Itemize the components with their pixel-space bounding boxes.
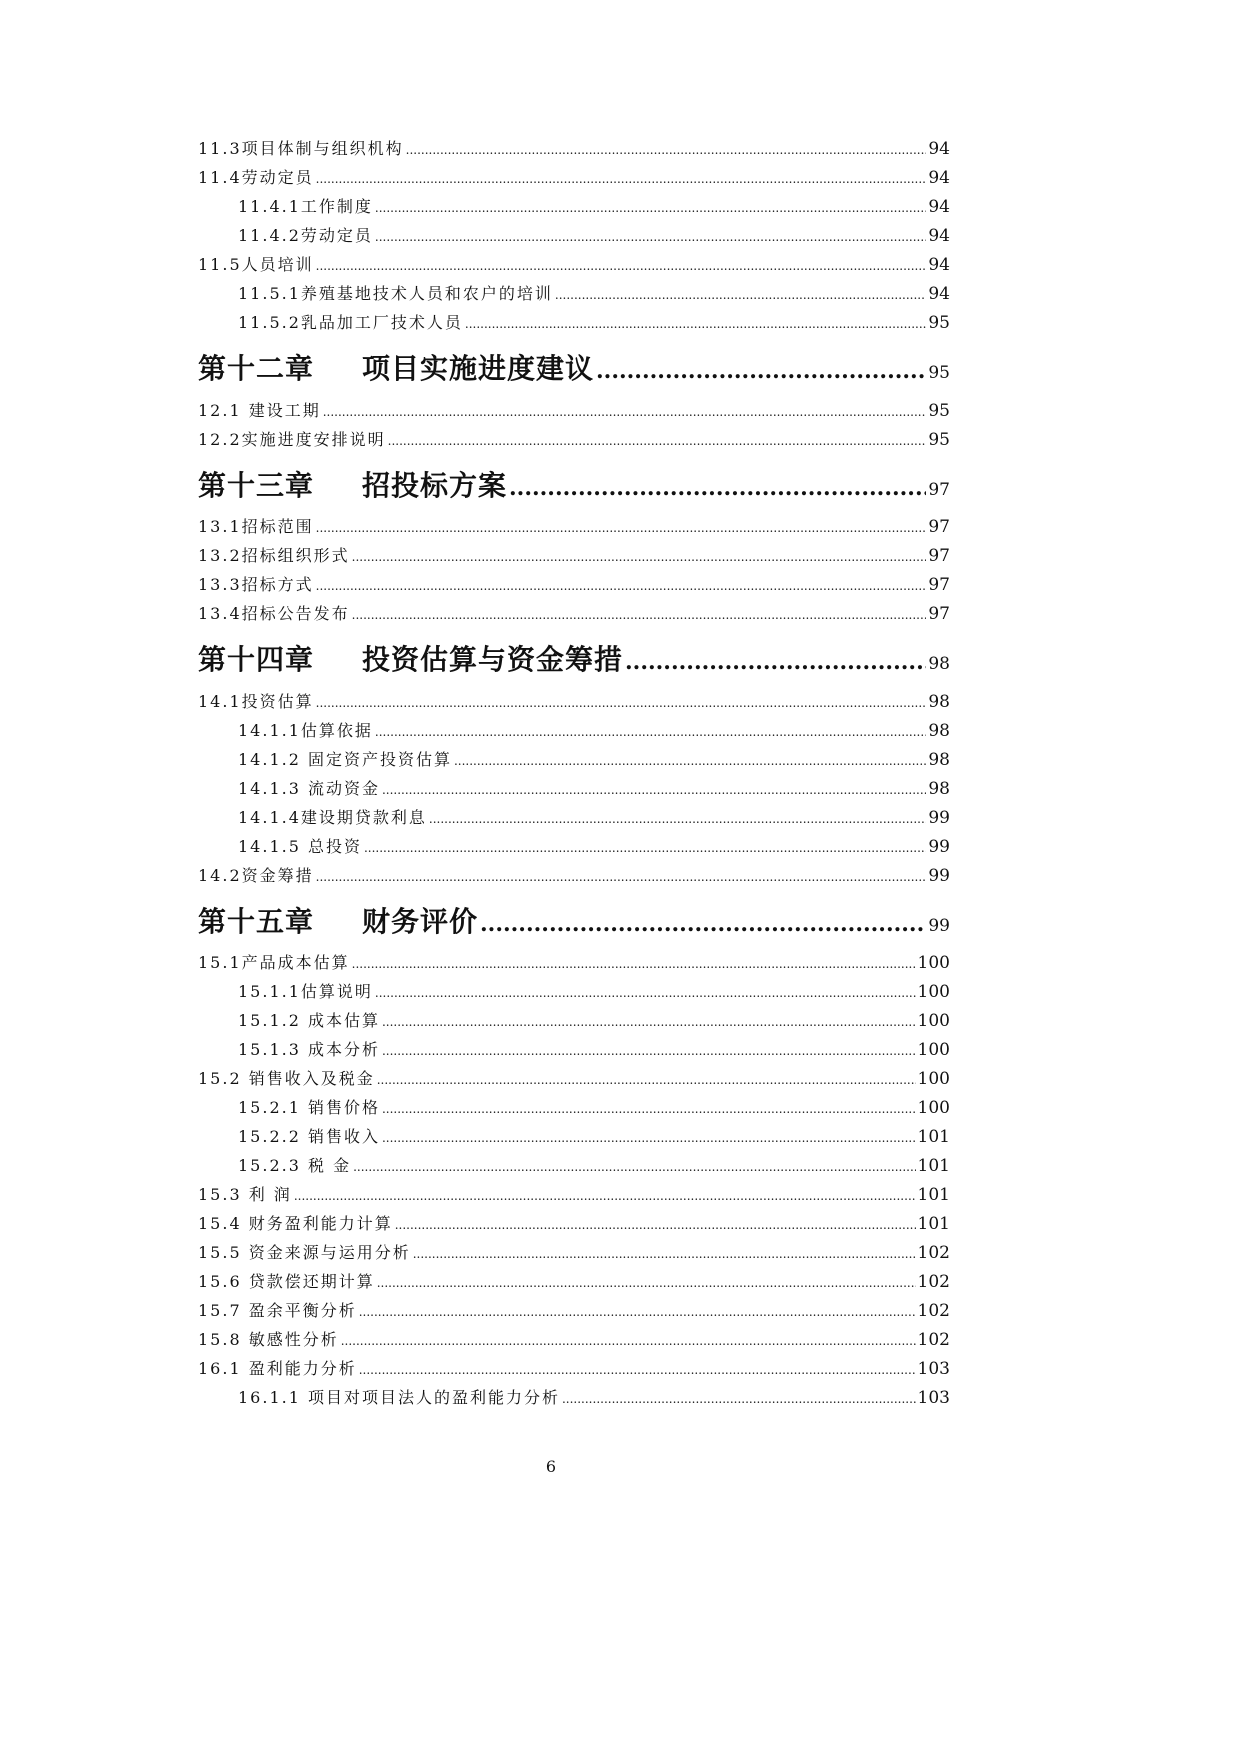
dot-leader: [509, 475, 926, 501]
dot-leader: [377, 1276, 916, 1290]
toc-entry[interactable]: [198, 1327, 950, 1355]
toc-entry[interactable]: [198, 398, 950, 426]
toc-page-number: 101: [917, 1156, 950, 1176]
toc-entry[interactable]: [198, 427, 950, 455]
toc-page-number: 102: [917, 1301, 950, 1321]
toc-entry-label: 14.1.2 固定资产投资估算: [238, 750, 452, 769]
dot-leader: [395, 1218, 916, 1232]
toc-entry[interactable]: [238, 979, 950, 1007]
toc-entry-label: 12.2实施进度安排说明: [198, 430, 386, 449]
dot-leader: [352, 608, 927, 622]
dot-leader: [359, 1305, 916, 1319]
dot-leader: [375, 230, 926, 244]
toc-page-number: 98: [928, 779, 950, 799]
toc-entry[interactable]: [198, 514, 950, 542]
toc-page-number: 94: [928, 168, 950, 188]
dot-leader: [596, 358, 926, 384]
dot-leader: [382, 783, 926, 797]
toc-entry-label: 14.1.1估算依据: [238, 721, 373, 740]
toc-page-number: 100: [917, 1011, 950, 1031]
toc-entry[interactable]: [238, 718, 950, 746]
toc-entry[interactable]: [198, 689, 950, 717]
dot-leader: [353, 1160, 915, 1174]
toc-entry[interactable]: [198, 1182, 950, 1210]
toc-entry[interactable]: [238, 776, 950, 804]
toc-entry[interactable]: [198, 863, 950, 891]
toc-page-number: 94: [928, 284, 950, 304]
toc-page-number: 94: [928, 226, 950, 246]
toc-entry[interactable]: [198, 165, 950, 193]
toc-entry[interactable]: [198, 1066, 950, 1094]
toc-page-number: 102: [917, 1243, 950, 1263]
toc-entry[interactable]: [238, 1385, 950, 1413]
chapter-title: 招投标方案: [362, 469, 508, 502]
toc-page-number: 98: [928, 654, 950, 674]
toc-entry-label: 11.5.1养殖基地技术人员和农户的培训: [238, 284, 553, 303]
dot-leader: [352, 550, 927, 564]
toc-page-number: 99: [928, 916, 950, 936]
dot-leader: [406, 143, 927, 157]
chapter-number: 第十二章: [198, 352, 315, 385]
toc-page-number: 100: [917, 953, 950, 973]
toc-entry-label: 16.1.1 项目对项目法人的盈利能力分析: [238, 1388, 560, 1407]
dot-leader: [377, 1073, 916, 1087]
dot-leader: [316, 579, 927, 593]
toc-entry-label: 13.1招标范围: [198, 517, 314, 536]
dot-leader: [465, 317, 926, 331]
toc-page-number: 102: [917, 1272, 950, 1292]
toc-page-number: 94: [928, 197, 950, 217]
dot-leader: [316, 521, 927, 535]
toc-entry-label: 15.2.2 销售收入: [238, 1127, 380, 1146]
toc-entry[interactable]: [198, 136, 950, 164]
toc-entry-label: 15.7 盈余平衡分析: [198, 1301, 357, 1320]
toc-page-number: 100: [917, 1040, 950, 1060]
chapter-title: 财务评价: [362, 905, 479, 938]
toc-chapter-entry[interactable]: [198, 347, 950, 389]
toc-entry-label: 11.5.2乳品加工厂技术人员: [238, 313, 463, 332]
toc-chapter-entry[interactable]: [198, 638, 950, 680]
dot-leader: [375, 201, 926, 215]
toc-page-number: 100: [917, 982, 950, 1002]
dot-leader: [316, 696, 927, 710]
toc-entry[interactable]: [238, 194, 950, 222]
toc-page-number: 98: [928, 692, 950, 712]
toc-entry-label: 14.1.5 总投资: [238, 837, 362, 856]
toc-entry[interactable]: [238, 1124, 950, 1152]
toc-entry-label: 15.6 贷款偿还期计算: [198, 1272, 375, 1291]
dot-leader: [413, 1247, 916, 1261]
toc-page-number: 98: [928, 750, 950, 770]
dot-leader: [429, 812, 926, 826]
toc-entry[interactable]: [238, 1008, 950, 1036]
dot-leader: [323, 405, 927, 419]
toc-entry[interactable]: [198, 601, 950, 629]
toc-entry-label: 14.1投资估算: [198, 692, 314, 711]
toc-page-number: 103: [917, 1359, 950, 1379]
toc-page-number: 99: [928, 837, 950, 857]
dot-leader: [382, 1102, 916, 1116]
toc-entry-label: 14.1.3 流动资金: [238, 779, 380, 798]
toc-chapter-entry[interactable]: [198, 464, 950, 506]
toc-page-number: 101: [917, 1214, 950, 1234]
toc-page-number: 94: [928, 255, 950, 275]
page-number: 6: [545, 1457, 557, 1476]
toc-entry[interactable]: [238, 1153, 950, 1181]
toc-entry-label: 15.1.1估算说明: [238, 982, 373, 1001]
toc-page-number: 95: [928, 430, 950, 450]
toc-page-number: 100: [917, 1069, 950, 1089]
toc-entry-label: 13.3招标方式: [198, 575, 314, 594]
toc-page-number: 103: [917, 1388, 950, 1408]
dot-leader: [316, 259, 927, 273]
toc-page-number: 95: [928, 313, 950, 333]
toc-entry[interactable]: [238, 805, 950, 833]
chapter-number: 第十五章: [198, 905, 315, 938]
toc-page-number: 99: [928, 866, 950, 886]
toc-entry[interactable]: [238, 223, 950, 251]
toc-entry[interactable]: [198, 1240, 950, 1268]
toc-page-number: 101: [917, 1185, 950, 1205]
toc-page-number: 100: [917, 1098, 950, 1118]
toc-entry[interactable]: [238, 1095, 950, 1123]
dot-leader: [341, 1334, 916, 1348]
chapter-title: 项目实施进度建议: [362, 352, 595, 385]
toc-entry-label: 11.5人员培训: [198, 255, 314, 274]
toc-entry[interactable]: [198, 1298, 950, 1326]
toc-entry-label: 11.3项目体制与组织机构: [198, 139, 404, 158]
toc-chapter-entry[interactable]: [198, 900, 950, 942]
toc-entry-label: 13.2招标组织形式: [198, 546, 350, 565]
chapter-number: 第十三章: [198, 469, 315, 502]
toc-entry-label: 15.2.1 销售价格: [238, 1098, 380, 1117]
toc-page-number: 99: [928, 808, 950, 828]
toc-entry-label: 15.1.2 成本估算: [238, 1011, 380, 1030]
toc-entry-label: 13.4招标公告发布: [198, 604, 350, 623]
toc-entry-label: 14.1.4建设期贷款利息: [238, 808, 427, 827]
toc-page-number: 95: [928, 363, 950, 383]
toc-entry[interactable]: [198, 1356, 950, 1384]
toc-entry-label: 15.5 资金来源与运用分析: [198, 1243, 411, 1262]
dot-leader: [316, 172, 927, 186]
chapter-title: 投资估算与资金筹措: [362, 643, 624, 676]
toc-entry-label: 15.2 销售收入及税金: [198, 1069, 375, 1088]
toc-entry[interactable]: [198, 950, 950, 978]
chapter-number: 第十四章: [198, 643, 315, 676]
toc-entry[interactable]: [198, 252, 950, 280]
toc-page-number: 97: [928, 575, 950, 595]
dot-leader: [375, 986, 916, 1000]
toc-entry-label: 15.8 敏感性分析: [198, 1330, 339, 1349]
toc-entry[interactable]: [238, 1037, 950, 1065]
toc-page-number: 98: [928, 721, 950, 741]
toc-page-number: 102: [917, 1330, 950, 1350]
toc-entry-label: 11.4劳动定员: [198, 168, 314, 187]
dot-leader: [359, 1363, 916, 1377]
toc-entry-label: 15.2.3 税 金: [238, 1156, 352, 1175]
toc-entry-label: 15.4 财务盈利能力计算: [198, 1214, 393, 1233]
toc-entry[interactable]: [198, 572, 950, 600]
toc-entry[interactable]: [238, 310, 950, 338]
toc-entry-label: 11.4.1工作制度: [238, 197, 373, 216]
dot-leader: [382, 1044, 916, 1058]
dot-leader: [625, 649, 926, 675]
dot-leader: [294, 1189, 916, 1203]
toc-entry[interactable]: [238, 747, 950, 775]
toc-entry-label: [198, 900, 478, 940]
toc-entry-label: [198, 464, 507, 504]
toc-page-number: 97: [928, 604, 950, 624]
dot-leader: [316, 870, 927, 884]
toc-entry-label: 11.4.2劳动定员: [238, 226, 373, 245]
dot-leader: [555, 288, 926, 302]
dot-leader: [388, 434, 927, 448]
toc-entry-label: 15.1产品成本估算: [198, 953, 350, 972]
dot-leader: [562, 1392, 916, 1406]
toc-page-number: 95: [928, 401, 950, 421]
toc-entry-label: 12.1 建设工期: [198, 401, 321, 420]
dot-leader: [454, 754, 926, 768]
dot-leader: [382, 1131, 916, 1145]
toc-entry[interactable]: [198, 1269, 950, 1297]
dot-leader: [364, 841, 926, 855]
toc-entry-label: 15.1.3 成本分析: [238, 1040, 380, 1059]
toc-entry-label: 16.1 盈利能力分析: [198, 1359, 357, 1378]
toc-entry-label: [198, 638, 623, 678]
toc-page-number: 97: [928, 480, 950, 500]
toc-entry[interactable]: [198, 543, 950, 571]
toc-entry-label: 14.2资金筹措: [198, 866, 314, 885]
toc-entry[interactable]: [198, 1211, 950, 1239]
toc-entry-label: 15.3 利 润: [198, 1185, 292, 1204]
dot-leader: [382, 1015, 916, 1029]
dot-leader: [480, 911, 926, 937]
toc-page-number: 97: [928, 546, 950, 566]
dot-leader: [375, 725, 926, 739]
dot-leader: [352, 957, 916, 971]
toc-page-number: 94: [928, 139, 950, 159]
toc-page-number: 101: [917, 1127, 950, 1147]
toc-page-number: 97: [928, 517, 950, 537]
toc-entry-label: [198, 347, 594, 387]
toc-entry[interactable]: [238, 834, 950, 862]
toc-entry[interactable]: [238, 281, 950, 309]
